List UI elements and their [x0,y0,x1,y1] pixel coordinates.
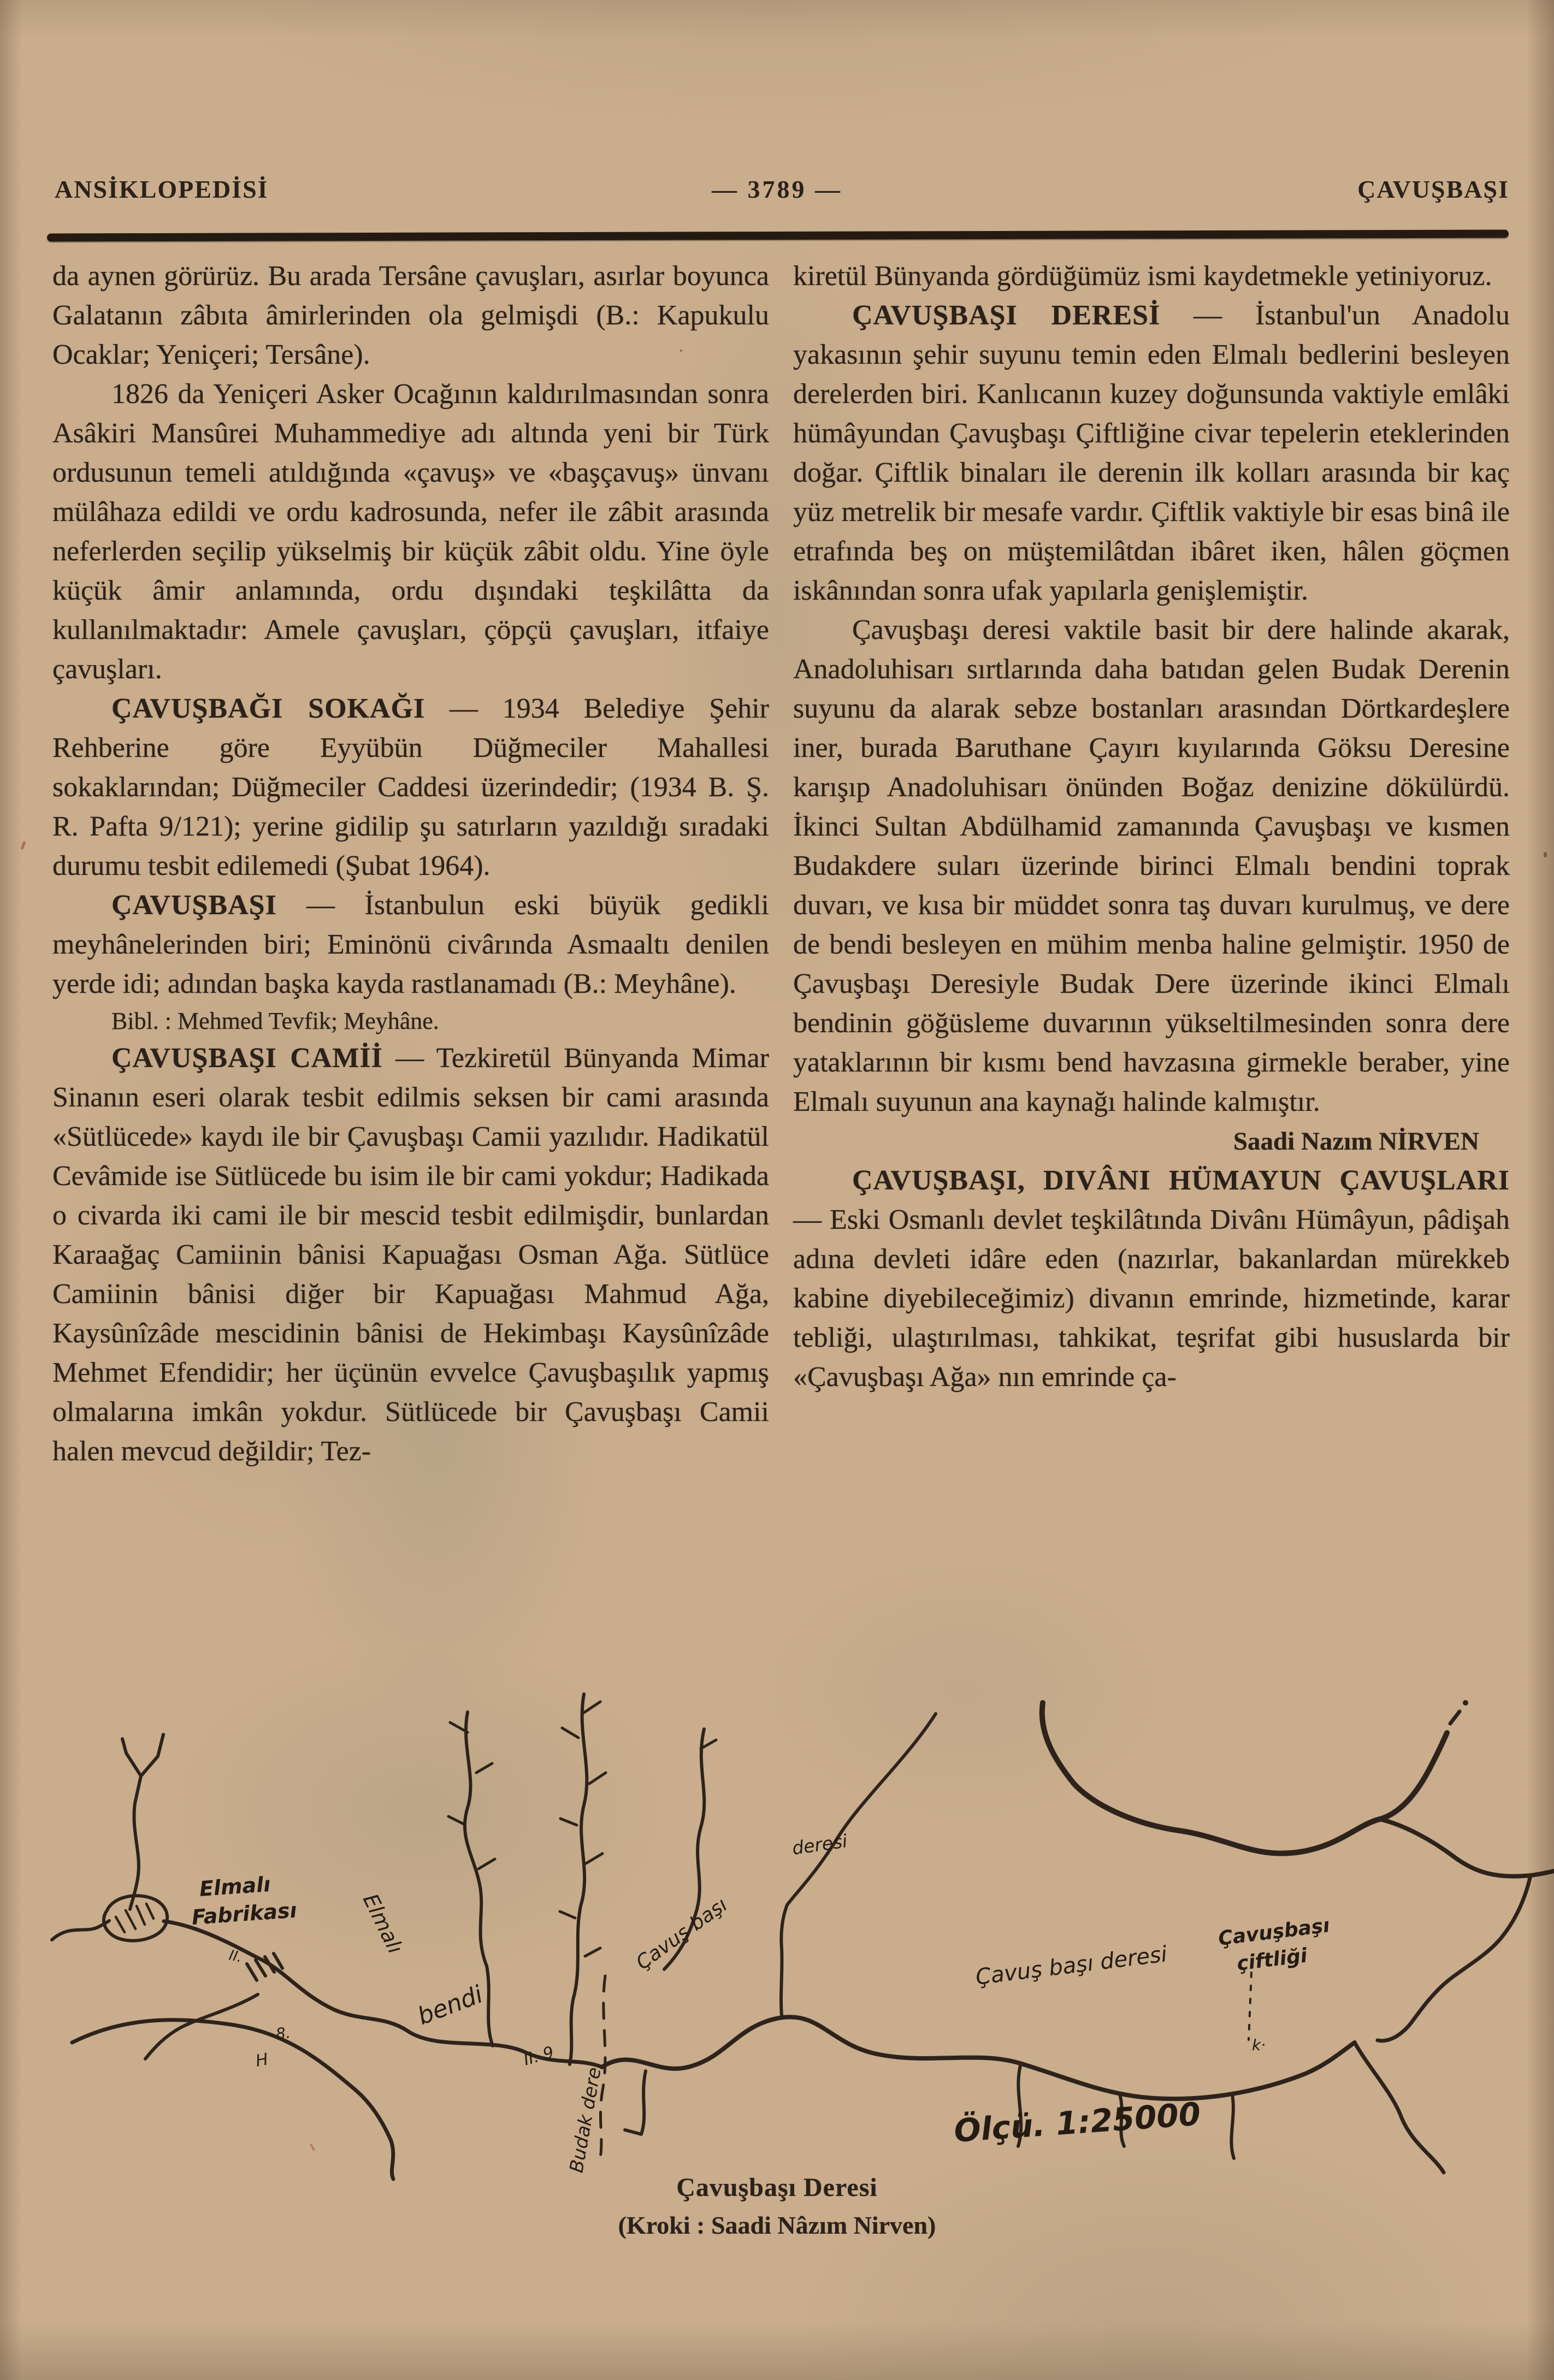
entry-cavusbagi-sokagi [52,689,769,886]
label-ciftligi-line1: Çavuşbaşı [1217,1914,1331,1950]
author-signature: Saadi Nazım NİRVEN [1233,1127,1479,1156]
label-bendi: bendi [413,1980,487,2031]
left-column [52,257,769,1471]
entry-headword: ÇAVUŞBAŞI CAMİİ [111,1043,383,1074]
label-mark-h9: II. 9 [521,2042,556,2070]
entry-headword: ÇAVUŞBAŞI, DIVÂNI HÜMAYUN ÇAVUŞLARI [852,1165,1510,1196]
paper-speck [1544,852,1547,857]
paragraph: Çavuşbaşı deresi vaktile basit bir dere halinde akarak, Anadoluhisarı sırtlarında daha batıdan gelen Budak Derenin suyunu da alarak sebze bostanları arasından Dörtkardeşlere iner, burada Baruthane Çayırı kıyılarında Göksu Deresine karışıp Anadoluhisarı önünden Boğaz denizine dökülürdü. İkinci Sultan Abdülhamid zamanında Çavuşbaşı ve kısmen Budakdere suları üzerinde birinci Elmalı bendini toprak duvarı, ve kısa bir müddet sonra taş duvarı kurulmuş, ve dere de bendi besleyen en mühim menba haline gelmiştir. 1950 de Çavuşbaşı Deresiyle Budak Dere üzerinde ikinci Elmalı bendinin göğüsleme duvarının yükseltilmesinden sonra dere yataklarının bir kısmı bend havzasına girmekle beraber, yine Elmalı suyunun ana kaynağı halinde kalmıştır. [793,614,1510,1117]
label-mark-8: 8. [275,2023,292,2043]
tributary-2 [570,1694,587,2064]
paper-speck [680,350,682,352]
label-factory-line1: Elmalı [198,1872,271,1901]
bibliography-line: Bibl. : Mehmed Tevfik; Meyhâne. [111,1008,439,1034]
tributary-east-arm [1380,1819,1554,1876]
factory-hatch [116,1904,153,1932]
label-mark-k: k· [1252,2036,1266,2054]
paper-speck [20,841,26,850]
label-cavusbasi-upper: Çavuş başı [632,1893,732,1975]
entry-body: — İstanbulun eski büyük gedikli meyhânelerinden biri; Eminönü civârında Asmaaltı denilen yerde idi; adından başka kayda rastlanamadı (B.: Meyhâne). [52,890,769,999]
label-mark-ii: II. [227,1947,244,1966]
stream-to-factory [130,1803,139,1909]
label-ciftligi-line2: çiftliği [1236,1944,1309,1975]
stream-fork-topleft [122,1734,163,1803]
header-entry-word: ÇAVUŞBAŞI [1357,175,1509,203]
right-column [793,257,1510,1397]
factory-icon [104,1896,167,1940]
dam-hatch-symbol [247,1953,282,1980]
paragraph: 1826 da Yeniçeri Asker Ocağının kaldırılmasından sonra Asâkiri Mansûrei Muhammediye adı altında yeni bir Türk ordusunun temeli atıldığında «çavuş» ve «başçavuş» ünvanı mülâhaza edildi ve ordu kadrosunda, nefer ile zâbit arasında neferlerden seçilip yükselmiş bir küçük zâbit oldu. Yine öyle küçük âmir anlamında, ordu dışındaki teşkilâtta da kullanılmaktadır: Amele çavuşları, çöpçü çavuşları, itfaiye çavuşları. [52,378,769,685]
entry-divani-humayun [793,1161,1510,1397]
entry-cavusbasi [52,886,769,1004]
label-mark-h: H [254,2050,270,2071]
entry-body: — İstanbul'un Anadolu yakasının şehir suyunu temin eden Elmalı bedlerini besleyen derelerden biri. Kanlıcanın kuzey doğunsunda vaktiyle emlâki hümâyundan Çavuşbaşı Çiftliğine civar tepelerin eteklerinden doğar. Çiftlik binaları ile derenin ilk kolları arasında bir kaç yüz metrelik bir mesafe vardır. Çiftlik vaktiyle bir esas binâ ile etrafında beş on müştemilâtdan ibâret iken, hâlen göçmen iskânından sonra ufak yapılarla genişlemiştir. [793,300,1510,606]
label-factory-line2: Fabrikası [191,1898,298,1929]
tributary-deresi [781,1714,936,2015]
page-header [0,175,1554,213]
reservoir-south-shore [72,2020,393,2179]
right-edge-descender [1378,1875,1531,2041]
entry-body: — 1934 Belediye Şehir Rehberine göre Eyyübün Düğmeciler Mahallesi sokaklarından; Düğmeciler Caddesi üzerindedir; (1934 B. Ş. R. Pafta 9/121); yerine gidilip şu satırların yazıldığı sıradaki durumu tesbit edilemedi (Şubat 1964). [52,693,769,881]
descender-5 [1355,2042,1444,2172]
tributary-dot [1463,1700,1468,1706]
label-map-scale: Ölçü. 1:25000 [953,2095,1202,2150]
descender-4 [1231,2094,1234,2158]
entry-body: — Eski Osmanlı devlet teşkilâtında Divânı Hümâyun, pâdişah adına devleti idâre eden (nazırlar, bakanlardan mürekkeb kabine diyebileceğimiz) divanın emrinde, hizmetinde, karar tebliği, ulaştırılması, tahkikat, teşrifat gibi hususlarda bir «Çavuşbaşı Ağa» nın emrinde ça- [793,1204,1510,1393]
entry-headword: ÇAVUŞBAĞI SOKAĞI [111,693,426,724]
label-elmali-vertical: Elmalı [358,1890,408,1958]
label-deresi-small: deresi [790,1830,849,1859]
descender-1 [625,2071,646,2134]
paragraph: da aynen görürüz. Bu arada Tersâne çavuşları, asırlar boyunca Galatanın zâbıta âmirlerinden ola gelmişdi (B.: Kapukulu Ocaklar; Yeniçeri; Tersâne). [52,261,769,370]
map-caption-title: Çavuşbaşı Deresi [676,2173,878,2202]
sketch-map-area [0,1660,1554,2184]
paragraph: kiretül Bünyanda gördüğümüz ismi kaydetmekle yetiniyoruz. [793,261,1492,292]
label-budak-dere: Budak dere [565,2065,606,2175]
map-caption-credit: (Kroki : Saadi Nâzım Nirven) [618,2211,936,2239]
tributary-thick-topright [1042,1703,1447,1854]
tributary-dashdot [1450,1712,1460,1724]
header-work-title: ANSİKLOPEDİSİ [55,175,269,203]
sketch-map [0,1660,1554,2184]
stream-left-inflow [52,1921,109,1940]
entry-cavusbasi-deresi [793,296,1510,611]
header-rule [47,229,1509,241]
ciftlik-leader-dashed [1249,1973,1251,2040]
main-channel [602,2017,1355,2099]
entry-body: — Tezkiretül Bünyanda Mimar Sinanın eseri olarak tesbit edilmis seksen bir cami arasında «Sütlücede» kaydı ile bir Çavuşbaşı Camii yazılıdır. Hadikatül Cevâmide ise Sütlücede bu isim ile bir cami yokdur; Hadikada o civarda iki cami ile bir mescid tesbit edilmişdir, bunlardan Karaağaç Camiinin bânisi Kapuağası Osman Ağa. Sütlüce Camiinin bânisi diğer bir Kapuağası Mahmud Ağa, Kaysûnîzâde mescidinin bânisi de Hekimbaşı Kaysûnîzâde Mehmet Efendidir; her üçünün evvelce Çavuşbaşılık yapmış olmalarına imkân yokdur. Sütlücede bir Çavuşbaşı Camii halen mevcud değildir; Tez- [52,1043,769,1467]
entry-headword: ÇAVUŞBAŞI [111,890,277,921]
map-labels [191,1830,1331,2174]
header-page-number: — 3789 — [712,175,842,203]
entry-headword: ÇAVUŞBAŞI DERESİ [852,300,1161,331]
label-cavusbasi-deresi: Çavuş başı deresi [974,1941,1169,1990]
entry-cavusbasi-camii [52,1039,769,1471]
